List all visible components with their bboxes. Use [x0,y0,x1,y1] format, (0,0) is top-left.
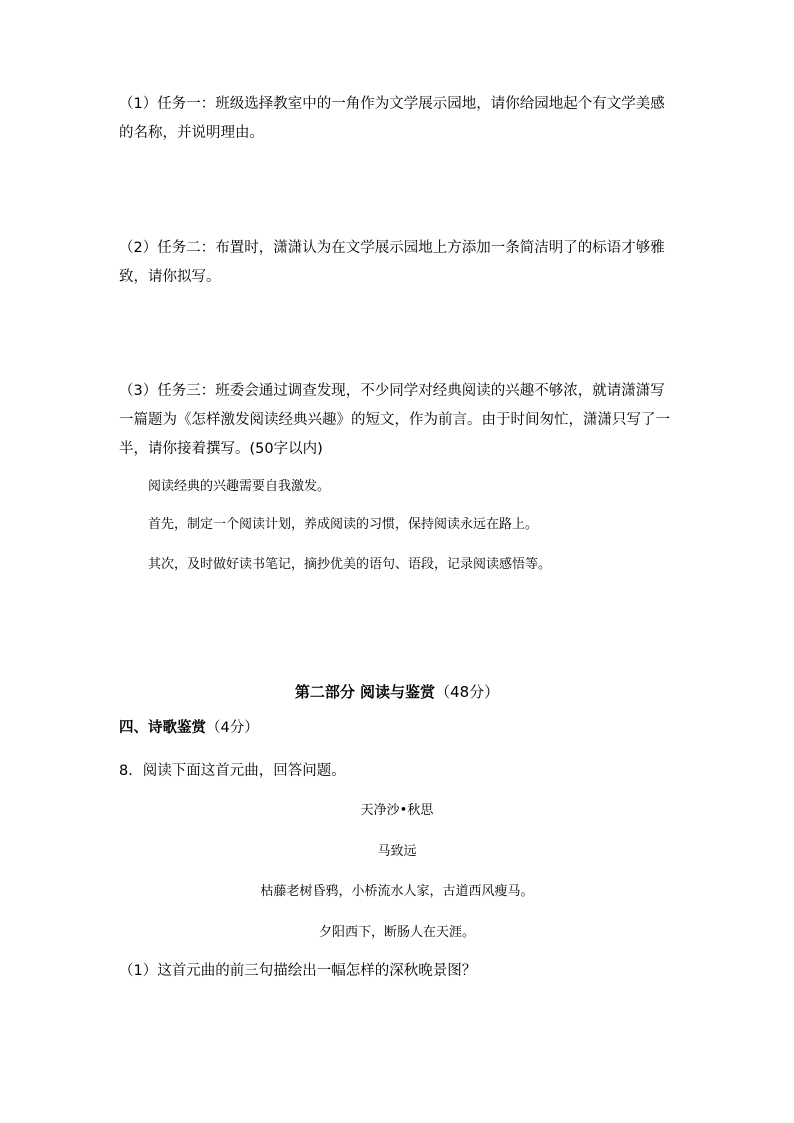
poem-author: 马致远 [377,844,417,859]
essay-line-2: 首先，制定一个阅读计划，养成阅读的习惯，保持阅读永远在路上。 [148,517,539,532]
essay-line-3: 其次，及时做好读书笔记，摘抄优美的语句、语段，记录阅读感悟等。 [148,557,552,572]
question-8-prompt: 8．阅读下面这首元曲，回答问题。 [119,763,346,779]
section-four-heading-main: 四、诗歌鉴赏 [119,720,206,736]
poem-line-2: 夕阳西下，断肠人在天涯。 [318,925,475,940]
essay-line-1: 阅读经典的兴趣需要自我激发。 [148,479,331,494]
poem-line-1: 枯藤老树昏鸦，小桥流水人家，古道西风瘦马。 [260,884,534,899]
part-two-title-score: （48分） [435,683,500,701]
part-two-title-main: 第二部分 阅读与鉴赏 [294,683,436,701]
section-four-heading-score: （4分） [206,720,259,736]
task-3-text: （3）任务三：班委会通过调查发现，不少同学对经典阅读的兴趣不够浓，就请潇潇写一篇题为《怎样激发阅读经典兴趣》的短文，作为前言。由于时间匆忙，潇潇只写了一半，请你接着撰写。(50字以内) [119,383,670,457]
section-four-heading [119,717,259,739]
question-8-sub-1: （1）这首元曲的前三句描绘出一幅怎样的深秋晚景图？ [119,963,477,979]
part-two-title [0,681,794,703]
poem-title: 天净沙•秋思 [360,803,434,818]
task-1-text: （1）任务一：班级选择教室中的一角作为文学展示园地，请你给园地起个有文学美感的名称，并说明理由。 [119,96,665,141]
task-2-text: （2）任务二：布置时，潇潇认为在文学展示园地上方添加一条简洁明了的标语才够雅致，请你拟写。 [119,240,665,285]
